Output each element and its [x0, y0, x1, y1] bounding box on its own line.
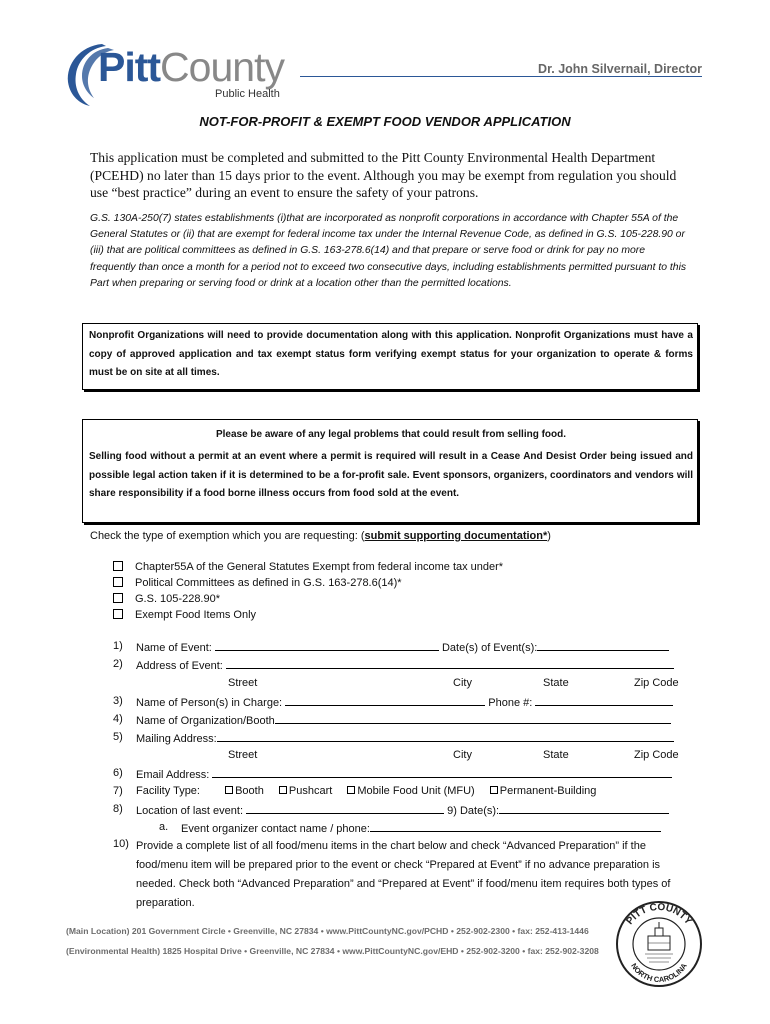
checkbox-icon[interactable] — [113, 561, 123, 571]
facility-option-label: Permanent-Building — [499, 785, 597, 797]
seal-bottom-text: NORTH CAROLINA — [629, 961, 689, 985]
checkbox-icon[interactable] — [490, 786, 498, 794]
person-in-charge-row — [136, 695, 673, 709]
city-caption: City — [453, 677, 472, 689]
organizer-field[interactable] — [370, 821, 661, 832]
facility-option-booth[interactable] — [225, 785, 264, 797]
checkbox-icon[interactable] — [113, 593, 123, 603]
last-event-field[interactable] — [246, 803, 444, 814]
intro-paragraph: This application must be completed and submitted to the Pitt County Environmental Health Department (PCEHD) no later than 15 days prior to the event. Although you may be exempt from regulation you should use “best practice” during an event to ensure the safety of your patrons. — [90, 150, 677, 200]
facility-option-label: Booth — [235, 785, 264, 797]
mailing-address-label: Mailing Address: — [136, 733, 217, 745]
supporting-documentation-link: submit supporting documentation* — [364, 530, 548, 542]
street-caption: Street — [228, 677, 258, 689]
menu-instructions: Provide a complete list of all food/menu items in the chart below and check “Advanced Preparation” if the food/menu item will be prepared prior to the event or check “Prepared at Event” if no advance preparation is needed. Check both “Advanced Preparation” and “Prepared at Event” if food/menu item requires both types of preparation. — [136, 840, 671, 909]
logo-county: County — [160, 44, 284, 90]
person-in-charge-label: Name of Person(s) in Charge: — [136, 697, 283, 709]
statute-paragraph: G.S. 130A-250(7) states establishments (i)that are incorporated as nonprofit corporations in accordance with Chapter 55A of the General Statutes or (ii) that are exempt for federal income tax under the Internal Revenue Code, as defined in G.S. 105-228.90 or (iii) that are political committees as defined in G.S. 163-278.6(14) and that prepare or serve food or drink for pay no more frequently than once a month for a period not to exceed two consecutive days, including establishments permitted pursuant to this Part when preparing or serving food or drink at a location other than the permitted locations. — [90, 213, 687, 289]
exemption-label: Exempt Food Items Only — [135, 609, 257, 621]
state-caption: State — [543, 677, 569, 689]
last-event-dates-field[interactable] — [499, 803, 669, 814]
organization-label: Name of Organization/Booth — [136, 715, 275, 727]
organization-row — [136, 713, 671, 727]
logo-subtitle: Public Health — [215, 88, 280, 100]
page-title: NOT-FOR-PROFIT & EXEMPT FOOD VENDOR APPLICATION — [199, 114, 571, 129]
event-dates-field[interactable] — [537, 640, 669, 651]
organization-field[interactable] — [275, 713, 671, 724]
email-row — [136, 767, 672, 781]
seal-top-text: PITT COUNTY — [624, 901, 694, 927]
event-dates-label: Date(s) of Event(s): — [441, 642, 538, 654]
organizer-row — [181, 821, 661, 835]
item-number: 8) — [113, 803, 123, 815]
checkbox-icon[interactable] — [113, 577, 123, 587]
item-number: 1) — [113, 640, 123, 652]
footer-environmental-health: (Environmental Health) 1825 Hospital Drive • Greenville, NC 27834 • www.PittCountyNC.gov/EHD • 252-902-3200 • fax: 252-902-3208 — [66, 946, 599, 956]
exemption-label: Chapter55A of the General Statutes Exempt from federal income tax under* — [135, 561, 504, 573]
item-number: 3) — [113, 695, 123, 707]
organizer-label: Event organizer contact name / phone: — [181, 823, 370, 835]
mailing-address-field[interactable] — [217, 731, 674, 742]
exemption-label: G.S. 105-228.90* — [135, 593, 221, 605]
footer-main-location: (Main Location) 201 Government Circle • Greenville, NC 27834 • www.PittCountyNC.gov/PCHD • 252-902-2300 • fax: 252-413-1446 — [66, 926, 589, 936]
checkbox-icon[interactable] — [347, 786, 355, 794]
item-number: 4) — [113, 713, 123, 725]
person-in-charge-field[interactable] — [285, 695, 485, 706]
facility-option-pushcart[interactable] — [279, 785, 332, 797]
exemption-option[interactable] — [113, 561, 503, 573]
checkbox-icon[interactable] — [279, 786, 287, 794]
last-event-row — [136, 803, 669, 817]
facility-option-permanent[interactable] — [490, 785, 597, 797]
exemption-label: Political Committees as defined in G.S. 163-278.6(14)* — [135, 577, 402, 589]
facility-option-label: Mobile Food Unit (MFU) — [357, 785, 475, 797]
item-number: 6) — [113, 767, 123, 779]
checkbox-icon[interactable] — [113, 609, 123, 619]
event-address-label: Address of Event: — [136, 660, 223, 672]
last-event-dates-label: 9) Date(s): — [447, 805, 500, 817]
email-field[interactable] — [212, 767, 672, 778]
state-caption: State — [543, 749, 569, 761]
director-name: Dr. John Silvernail, Director — [538, 62, 702, 76]
exemption-option[interactable] — [113, 609, 256, 621]
last-event-label: Location of last event: — [136, 805, 244, 817]
legal-warning-box — [82, 419, 698, 523]
event-name-field[interactable] — [215, 640, 439, 651]
pitt-county-logo — [62, 38, 302, 108]
facility-type-label: Facility Type: — [136, 785, 200, 797]
county-seal-icon — [615, 900, 703, 988]
zip-caption: Zip Code — [634, 677, 679, 689]
event-name-row — [136, 640, 669, 654]
phone-label: Phone #: — [488, 697, 533, 709]
documentation-notice-text: Nonprofit Organizations will need to provide documentation along with this application. Nonprofit Organizations must have a copy of approved application and tax exempt status form verifying exempt status for your organization to operate & forms must be on site at all times. — [89, 330, 693, 379]
event-name-label: Name of Event: — [136, 642, 212, 654]
item-number: 7) — [113, 785, 123, 797]
facility-type-row — [136, 785, 596, 797]
legal-warning-text: Selling food without a permit at an event where a permit is required will result in a Cease And Desist Order being issued and possible legal action taken if it is determined to be a for-profit sale. Event sponsors, organizers, coordinators and vendors will share responsibility if a food borne illness occurs from food sold at the event. — [89, 451, 693, 500]
checkbox-icon[interactable] — [225, 786, 233, 794]
exemption-instruction — [90, 530, 551, 542]
zip-caption: Zip Code — [634, 749, 679, 761]
documentation-notice-box — [82, 323, 698, 390]
city-caption: City — [453, 749, 472, 761]
item-number: 10) — [113, 838, 129, 850]
exemption-instruction-prefix: Check the type of exemption which you are requesting: ( — [90, 530, 365, 542]
exemption-option[interactable] — [113, 577, 402, 589]
item-number: 2) — [113, 658, 123, 670]
event-address-row — [136, 658, 674, 672]
logo-pitt: Pitt — [98, 44, 161, 90]
legal-warning-title: Please be aware of any legal problems that could result from selling food. — [215, 429, 567, 440]
subitem-letter: a. — [159, 821, 169, 833]
event-address-field[interactable] — [226, 658, 674, 669]
mailing-address-row — [136, 731, 674, 745]
phone-field[interactable] — [535, 695, 673, 706]
email-label: Email Address: — [136, 769, 210, 781]
header-rule — [300, 76, 702, 77]
street-caption: Street — [228, 749, 258, 761]
facility-option-label: Pushcart — [288, 785, 333, 797]
exemption-instruction-suffix: ) — [547, 530, 551, 542]
exemption-option[interactable] — [113, 593, 220, 605]
item-number: 5) — [113, 731, 123, 743]
facility-option-mfu[interactable] — [347, 785, 474, 797]
